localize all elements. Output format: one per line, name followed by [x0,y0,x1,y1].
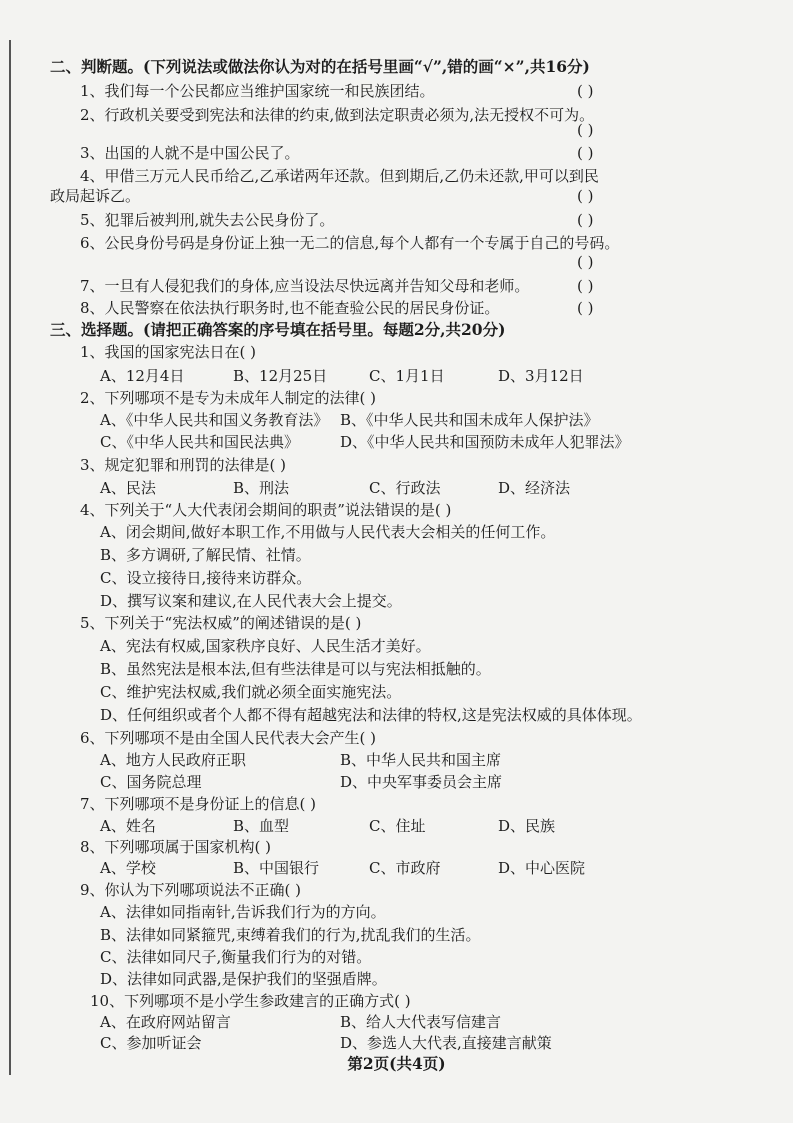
judge-item-5: 5、犯罪后被判刑,就失去公民身份了。 [80,211,335,229]
judge-item-7: 7、一旦有人侵犯我们的身体,应当设法尽快远离并告知父母和老师。 [80,277,530,295]
choice-q1-stem: 1、我国的国家宪法日在( ) [80,343,257,361]
choice-q5-option-d: D、任何组织或者个人都不得有超越宪法和法律的特权,这是宪法权威的具体体现。 [100,706,642,724]
judge-item-4-cont: 政局起诉乙。 [50,187,141,205]
choice-q1-option-d: D、3月12日 [498,367,584,385]
choice-q10-option-d: D、参选人大代表,直接建言献策 [340,1034,552,1052]
choice-q4-option-a: A、闭会期间,做好本职工作,不用做与人民代表大会相关的任何工作。 [100,523,556,541]
choice-q7-option-a: A、姓名 [100,817,156,835]
choice-q8-option-c: C、市政府 [369,859,441,877]
judge-item-8: 8、人民警察在依法执行职务时,也不能查验公民的居民身份证。 [80,299,500,317]
judge-item-6: 6、公民身份号码是身份证上独一无二的信息,每个人都有一个专属于自己的号码。 [80,234,620,252]
choice-q9-stem: 9、你认为下列哪项说法不正确( ) [80,881,302,899]
choice-q3-option-a: A、民法 [100,479,156,497]
answer-paren-1: ( ) [577,82,594,100]
choice-q4-option-c: C、设立接待日,接待来访群众。 [100,569,312,587]
choice-q1-option-c: C、1月1日 [369,367,445,385]
answer-paren-5: ( ) [577,211,594,229]
choice-q3-option-c: C、行政法 [369,479,441,497]
judge-item-4: 4、甲借三万元人民币给乙,乙承诺两年还款。但到期后,乙仍未还款,甲可以到民 [80,167,599,185]
choice-q1-option-b: B、12月25日 [233,367,328,385]
margin-line [9,40,11,1075]
choice-q7-stem: 7、下列哪项不是身份证上的信息( ) [80,795,317,813]
choice-q3-option-d: D、经济法 [498,479,571,497]
choice-q4-option-d: D、撰写议案和建议,在人民代表大会上提交。 [100,592,402,610]
answer-paren-4: ( ) [577,187,594,205]
choice-q9-option-b: B、法律如同紧箍咒,束缚着我们的行为,扰乱我们的生活。 [100,926,481,944]
judge-item-2: 2、行政机关要受到宪法和法律的约束,做到法定职责必须为,法无授权不可为。 [80,106,595,124]
answer-paren-3: ( ) [577,144,594,162]
choice-q5-stem: 5、下列关于“宪法权威”的阐述错误的是( ) [80,614,362,632]
choice-q8-option-a: A、学校 [100,859,156,877]
choice-q4-stem: 4、下列关于“人大代表闭会期间的职责”说法错误的是( ) [80,501,452,519]
choice-q2-stem: 2、下列哪项不是专为未成年人制定的法律( ) [80,389,377,407]
answer-paren-6: ( ) [577,253,594,271]
section2-heading: 二、判断题。(下列说法或做法你认为对的在括号里画“√”,错的画“×”,共16分) [50,57,590,76]
choice-q1-option-a: A、12月4日 [100,367,185,385]
choice-q5-option-c: C、维护宪法权威,我们就必须全面实施宪法。 [100,683,402,701]
judge-item-1: 1、我们每一个公民都应当维护国家统一和民族团结。 [80,82,435,100]
choice-q5-option-a: A、宪法有权威,国家秩序良好、人民生活才美好。 [100,637,431,655]
choice-q10-option-c: C、参加听证会 [100,1034,202,1052]
choice-q6-option-b: B、中华人民共和国主席 [340,751,502,769]
choice-q9-option-a: A、法律如同指南针,告诉我们行为的方向。 [100,903,386,921]
choice-q10-option-a: A、在政府网站留言 [100,1013,231,1031]
choice-q2-option-a: A、《中华人民共和国义务教育法》 [100,411,329,429]
choice-q10-stem: 10、下列哪项不是小学生参政建言的正确方式( ) [90,992,411,1010]
choice-q6-stem: 6、下列哪项不是由全国人民代表大会产生( ) [80,729,377,747]
choice-q9-option-d: D、法律如同武器,是保护我们的坚强盾牌。 [100,970,387,988]
choice-q3-option-b: B、刑法 [233,479,290,497]
choice-q2-option-c: C、《中华人民共和国民法典》 [100,433,299,451]
section3-heading: 三、选择题。(请把正确答案的序号填在括号里。每题2分,共20分) [50,320,506,339]
judge-item-3: 3、出国的人就不是中国公民了。 [80,144,300,162]
choice-q7-option-c: C、住址 [369,817,426,835]
page-footer: 第2页(共4页) [347,1054,446,1073]
answer-paren-8: ( ) [577,299,594,317]
choice-q6-option-d: D、中央军事委员会主席 [340,773,503,791]
choice-q4-option-b: B、多方调研,了解民情、社情。 [100,546,311,564]
choice-q2-option-d: D、《中华人民共和国预防未成年人犯罪法》 [340,433,630,451]
answer-paren-2: ( ) [577,121,594,139]
choice-q6-option-c: C、国务院总理 [100,773,202,791]
choice-q8-stem: 8、下列哪项属于国家机构( ) [80,838,272,856]
choice-q5-option-b: B、虽然宪法是根本法,但有些法律是可以与宪法相抵触的。 [100,660,491,678]
answer-paren-7: ( ) [577,277,594,295]
choice-q7-option-d: D、民族 [498,817,556,835]
choice-q6-option-a: A、地方人民政府正职 [100,751,246,769]
choice-q3-stem: 3、规定犯罪和刑罚的法律是( ) [80,456,287,474]
choice-q2-option-b: B、《中华人民共和国未成年人保护法》 [340,411,599,429]
choice-q7-option-b: B、血型 [233,817,290,835]
choice-q10-option-b: B、给人大代表写信建言 [340,1013,502,1031]
choice-q8-option-d: D、中心医院 [498,859,586,877]
choice-q8-option-b: B、中国银行 [233,859,320,877]
choice-q9-option-c: C、法律如同尺子,衡量我们行为的对错。 [100,948,372,966]
